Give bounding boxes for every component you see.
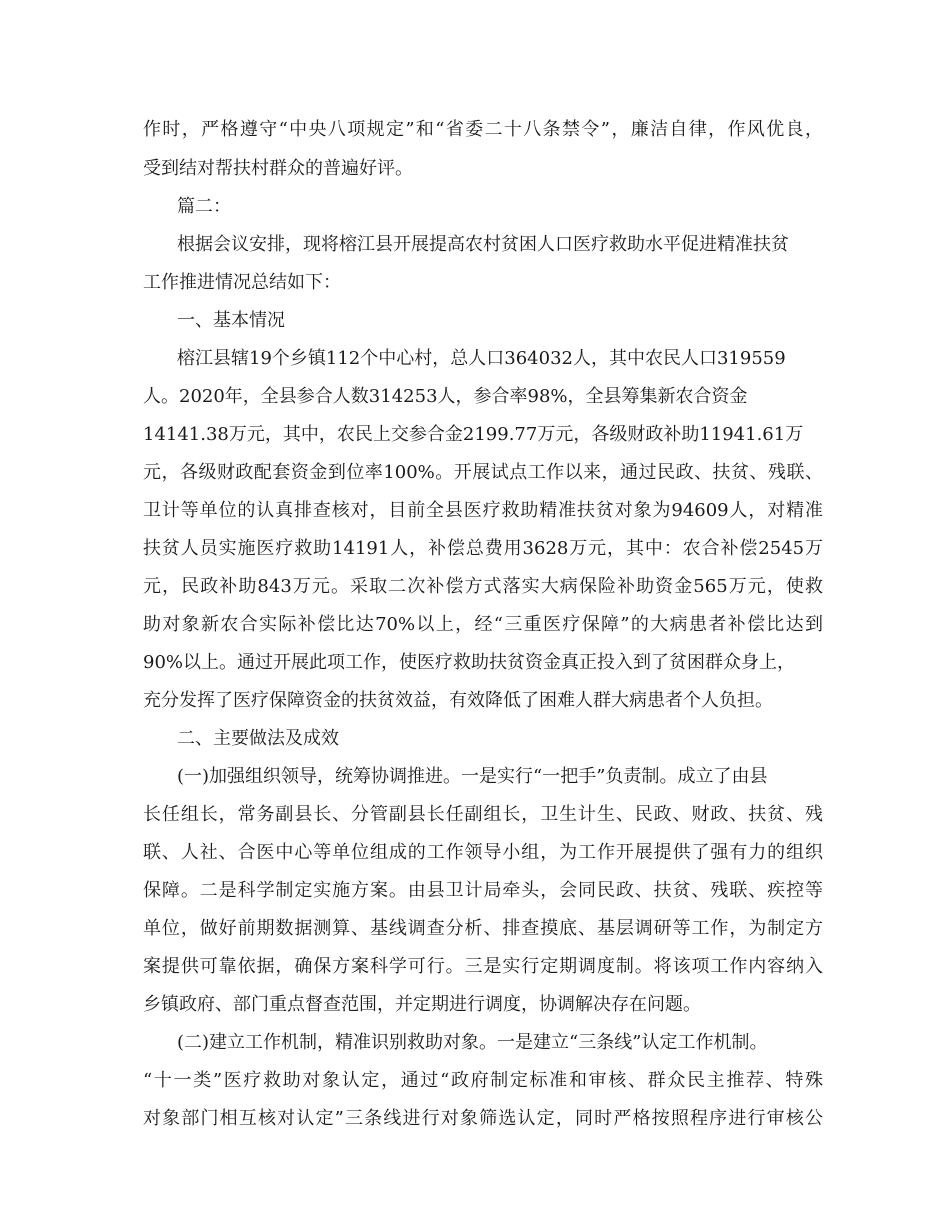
section-heading-methods: 二、主要做法及成效 xyxy=(177,728,339,749)
text-line-7: 榕江县辖19个乡镇112个中心村，总人口364032人，其中农民人口319559 xyxy=(177,348,786,369)
text-line-2: 受到结对帮扶村群众的普遍好评。 xyxy=(143,158,413,179)
text-line-1: 作时，严格遵守“中央八项规定”和“省委二十八条禁令”，廉洁自律，作风优良， xyxy=(143,119,823,140)
section-heading-basic: 一、基本情况 xyxy=(177,310,285,331)
text-line-22: 单位，做好前期数据测算、基线调查分析、排查摸底、基层调研等工作，为制定方 xyxy=(143,918,823,939)
text-line-11: 卫计等单位的认真排查核对，目前全县医疗救助精准扶贫对象为94609人，对精准 xyxy=(143,500,823,521)
text-line-12: 扶贫人员实施医疗救助14191人，补偿总费用3628万元，其中：农合补偿2545万 xyxy=(143,538,823,559)
section-heading-part-two: 篇二： xyxy=(177,196,231,217)
text-line-9: 14141.38万元，其中，农民上交参合金2199.77万元，各级财政补助11941.61万 xyxy=(143,424,804,445)
text-line-24: 乡镇政府、部门重点督查范围，并定期进行调度，协调解决存在问题。 xyxy=(143,994,701,1015)
text-line-21: 保障。二是科学制定实施方案。由县卫计局牵头，会同民政、扶贫、残联、疾控等 xyxy=(143,880,823,901)
text-line-15: 90%以上。通过开展此项工作，使医疗救助扶贫资金真正投入到了贫困群众身上， xyxy=(143,652,796,673)
text-line-26: “十一类”医疗救助对象认定，通过“政府制定标准和审核、群众民主推荐、特殊 xyxy=(143,1070,823,1091)
text-line-13: 元，民政补助843万元。采取二次补偿方式落实大病保险补助资金565万元，使救 xyxy=(143,576,823,597)
text-line-10: 元，各级财政配套资金到位率100%。开展试点工作以来，通过民政、扶贫、残联、 xyxy=(143,462,823,483)
text-line-8: 人。2020年，全县参合人数314253人，参合率98%，全县筹集新农合资金 xyxy=(143,386,748,407)
text-line-25: (二)建立工作机制，精准识别救助对象。一是建立“三条线”认定工作机制。 xyxy=(177,1032,768,1053)
text-line-27: 对象部门相互核对认定”三条线进行对象筛选认定，同时严格按照程序进行审核公 xyxy=(143,1108,823,1129)
text-line-16: 充分发挥了医疗保障资金的扶贫效益，有效降低了困难人群大病患者个人负担。 xyxy=(143,690,773,711)
text-line-23: 案提供可靠依据，确保方案科学可行。三是实行定期调度制。将该项工作内容纳入 xyxy=(143,956,823,977)
text-line-18: (一)加强组织领导，统筹协调推进。一是实行“一把手”负责制。成立了由县 xyxy=(177,766,768,787)
text-line-19: 长任组长，常务副县长、分管副县长任副组长，卫生计生、民政、财政、扶贫、残 xyxy=(143,804,823,825)
text-line-20: 联、人社、合医中心等单位组成的工作领导小组，为工作开展提供了强有力的组织 xyxy=(143,842,823,863)
text-line-14: 助对象新农合实际补偿比达70%以上，经“三重医疗保障”的大病患者补偿比达到 xyxy=(143,614,823,635)
text-line-5: 工作推进情况总结如下： xyxy=(143,272,341,293)
text-line-4: 根据会议安排，现将榕江县开展提高农村贫困人口医疗救助水平促进精准扶贫 xyxy=(177,234,789,255)
